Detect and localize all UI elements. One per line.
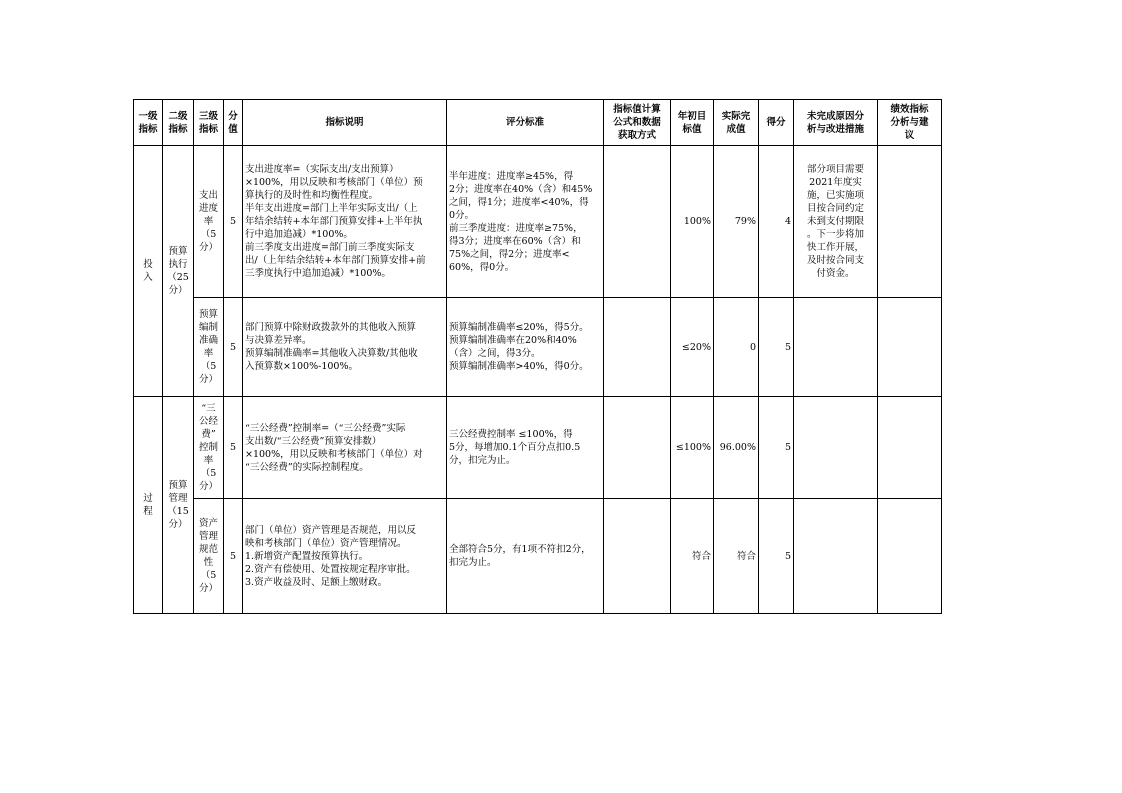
formula — [604, 499, 671, 614]
header-level3: 三级 指标 — [194, 100, 224, 146]
score: 5 — [759, 298, 794, 397]
scoring-criteria: 半年进度：进度率≥45%，得 2分；进度率在40%（含）和45% 之间，得1分；进度率<40%，得 0分。 前三季度进度：进度率≥75%， 得3分；进度率在60%（含）和 75%之间，得2分；进度率< 60%，得0分。 — [447, 146, 604, 298]
header-target: 年初目 标值 — [671, 100, 714, 146]
third-indicator: 支出 进度 率 （5 分） — [194, 146, 224, 298]
scoring-criteria: 三公经费控制率 ≤100%，得 5分，每增加0.1个百分点扣0.5 分，扣完为止。 — [447, 397, 604, 499]
score-value: 5 — [224, 397, 243, 499]
header-formula: 指标值计算 公式和数据 获取方式 — [604, 100, 671, 146]
reason-analysis — [794, 298, 878, 397]
actual-value: 0 — [714, 298, 759, 397]
indicator-description: 部门预算中除财政拨款外的其他收入预算 与决算差异率。 预算编制准确率=其他收入决算数/其他收 入预算数×100%-100%。 — [243, 298, 447, 397]
header-score: 得分 — [759, 100, 794, 146]
performance-table — [133, 99, 942, 614]
header-reason: 未完成原因分 析与改进措施 — [794, 100, 878, 146]
score-value: 5 — [224, 298, 243, 397]
indicator-description: 部门（单位）资产管理是否规范，用以反 映和考核部门（单位）资产管理情况。 1.新增资产配置按预算执行。 2.资产有偿使用、处置按规定程序审批。 3.资产收益及时、足额上缴财政。 — [243, 499, 447, 614]
indicator-description: 支出进度率=（实际支出/支出预算） ×100%，用以反映和考核部门（单位）预 算执行的及时性和均衡性程度。 半年支出进度=部门上半年实际支出/（上 年结余结转+本年部门预算安排+上半年执 行中追加追减）*100%。 前三季度支出进度=部门前三季度实际支 出/（上年结余结转+本年部门预算安排+前 三季度执行中追加追减）*100%。 — [243, 146, 447, 298]
target-value: 100% — [671, 146, 714, 298]
performance-analysis — [878, 499, 942, 614]
target-value: ≤100% — [671, 397, 714, 499]
performance-analysis — [878, 397, 942, 499]
header-actual: 实际完 成值 — [714, 100, 759, 146]
group-input: 投 入 — [134, 146, 163, 397]
third-indicator: 预算 编制 准确 率 （5 分） — [194, 298, 224, 397]
header-row — [134, 100, 942, 146]
table-row — [134, 146, 942, 298]
target-value: ≤20% — [671, 298, 714, 397]
indicator-description: “三公经费”控制率=（“三公经费”实际 支出数/“三公经费”预算安排数） ×100%，用以反映和考核部门（单位）对 “三公经费”的实际控制程度。 — [243, 397, 447, 499]
formula — [604, 298, 671, 397]
reason-analysis — [794, 499, 878, 614]
scoring-criteria: 全部符合5分，有1项不符扣2分， 扣完为止。 — [447, 499, 604, 614]
header-score-value: 分 值 — [224, 100, 243, 146]
formula — [604, 397, 671, 499]
actual-value: 96.00% — [714, 397, 759, 499]
table-row — [134, 499, 942, 614]
score: 4 — [759, 146, 794, 298]
actual-value: 符合 — [714, 499, 759, 614]
score: 5 — [759, 397, 794, 499]
target-value: 符合 — [671, 499, 714, 614]
table-row — [134, 298, 942, 397]
header-level1: 一级 指标 — [134, 100, 163, 146]
reason-analysis — [794, 397, 878, 499]
header-level2: 二级 指标 — [163, 100, 194, 146]
score-value: 5 — [224, 499, 243, 614]
reason-analysis: 部分项目需要 2021年度实 施，已实施项 目按合同约定 未到支付期限 。下一步将加 快工作开展， 及时按合同支 付资金。 — [794, 146, 878, 298]
second-budget-exec: 预算 执行 （25 分） — [163, 146, 194, 397]
header-description: 指标说明 — [243, 100, 447, 146]
third-indicator: “三 公经 费” 控制 率 （5 分） — [194, 397, 224, 499]
group-process: 过 程 — [134, 397, 163, 614]
performance-analysis — [878, 298, 942, 397]
header-criteria: 评分标准 — [447, 100, 604, 146]
second-budget-mgmt: 预算 管理 （15 分） — [163, 397, 194, 614]
table-row — [134, 397, 942, 499]
third-indicator: 资产 管理 规范 性 （5 分） — [194, 499, 224, 614]
performance-analysis — [878, 146, 942, 298]
actual-value: 79% — [714, 146, 759, 298]
scoring-criteria: 预算编制准确率≤20%，得5分。 预算编制准确率在20%和40% （含）之间，得3分。 预算编制准确率>40%，得0分。 — [447, 298, 604, 397]
score: 5 — [759, 499, 794, 614]
header-analysis: 绩效指标 分析与建 议 — [878, 100, 942, 146]
formula — [604, 146, 671, 298]
score-value: 5 — [224, 146, 243, 298]
